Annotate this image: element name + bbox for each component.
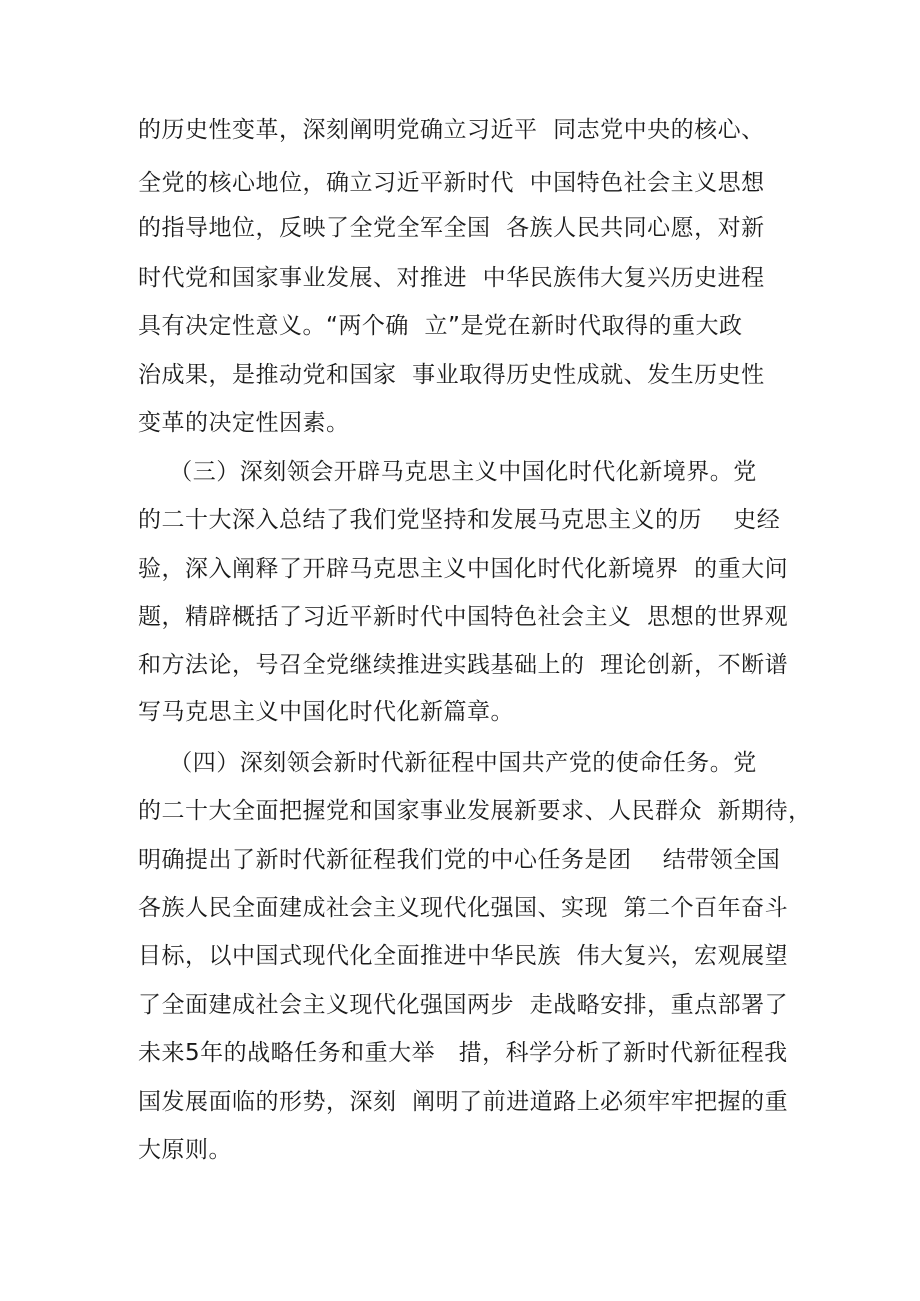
text-line: 目标，以中国式现代化全面推进中华民族 伟大复兴，宏观展望 (138, 943, 789, 969)
text-line: 的二十大全面把握党和国家事业发展新要求、人民群众 新期待， (138, 798, 812, 824)
section-heading-line: （四）深刻领会新时代新征程中国共产党的使命任务。党 (138, 750, 757, 776)
text-line: 题，精辟概括了习近平新时代中国特色社会主义 思想的世界观 (138, 604, 789, 630)
text-line: 治成果，是推动党和国家 事业取得历史性成就、发生历史性 (138, 362, 765, 388)
text-line: 大原则。 (138, 1137, 232, 1163)
text-line: 了全面建成社会主义现代化强国两步 走战略安排，重点部署了 (138, 992, 789, 1018)
text-line: 写马克思主义中国化时代化新篇章。 (138, 699, 514, 725)
text-line: 的指导地位，反映了全党全军全国 各族人民共同心愿，对新 (138, 215, 765, 241)
text-line: 时代党和国家事业发展、对推进 中华民族伟大复兴历史进程 (138, 265, 765, 291)
text-line: 变革的决定性因素。 (138, 410, 350, 436)
text-line: 全党的核心地位，确立习近平新时代 中国特色社会主义思想 (138, 170, 765, 196)
text-line: 明确提出了新时代新征程我们党的中心任务是团 结带领全国 (138, 847, 781, 873)
text-line: 国发展面临的形势，深刻 阐明了前进道路上必须牢牢把握的重 (138, 1089, 789, 1115)
section-heading-line: （三）深刻领会开辟马克思主义中国化时代化新境界。党 (138, 459, 757, 485)
text-line: 验，深入阐释了开辟马克思主义中国化时代化新境界 的重大问 (138, 556, 789, 582)
text-line: 的二十大深入总结了我们党坚持和发展马克思主义的历 史经 (138, 507, 781, 533)
text-line: 的历史性变革，深刻阐明党确立习近平 同志党中央的核心、 (138, 117, 765, 143)
text-line: 未来5年的战略任务和重大举 措，科学分析了新时代新征程我 (138, 1040, 788, 1066)
text-line: 各族人民全面建成社会主义现代化强国、实现 第二个百年奋斗 (138, 895, 789, 921)
text-line: 和方法论，号召全党继续推进实践基础上的 理论创新，不断谱 (138, 652, 789, 678)
text-line: 具有决定性意义。“两个确 立”是党在新时代取得的重大政 (138, 313, 743, 339)
